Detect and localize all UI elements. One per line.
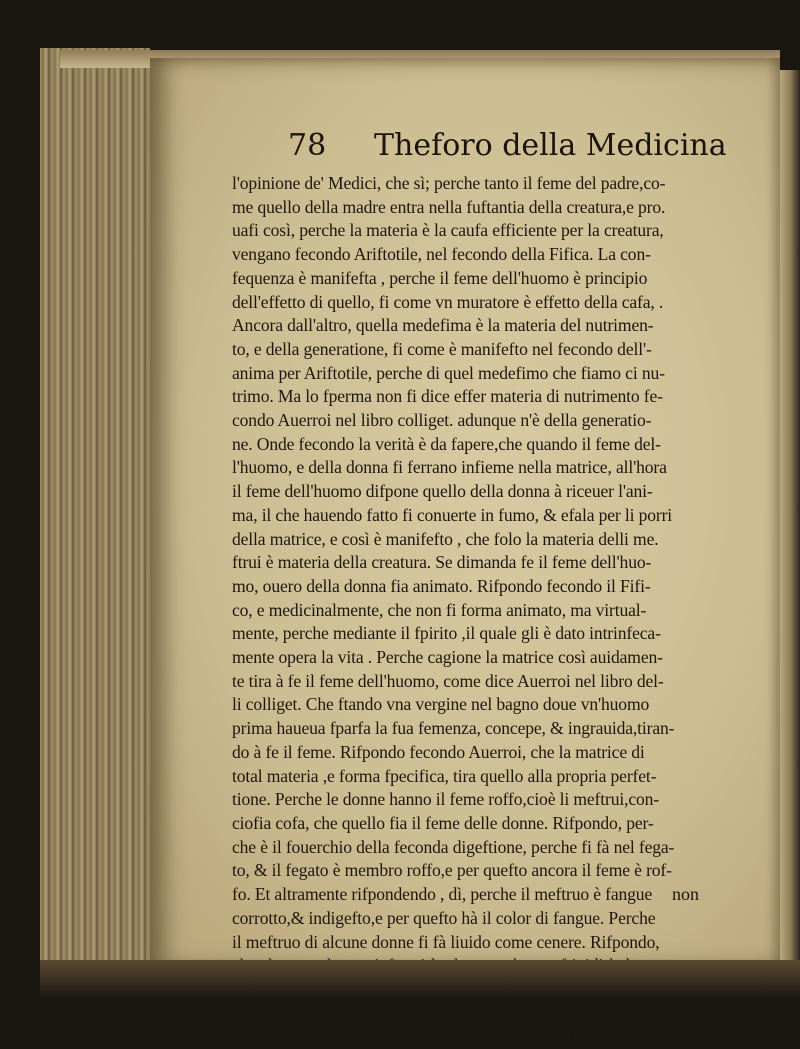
text-line: Ancora dall'altro, quella medefima è la materia del nutrimen-: [232, 315, 654, 336]
text-line: ma, il che hauendo fatto fi conuerte in fumo, & efala per li porri: [232, 504, 673, 525]
text-line: tione. Perche le donne hanno il feme roffo,cioè li meftrui,con-: [232, 789, 659, 810]
page-header: [288, 128, 727, 168]
text-line: dell'effetto di quello, fi come vn muratore è effetto della cafa, .: [232, 291, 664, 312]
text-line: mente opera la vita . Perche cagione la matrice così auidamen-: [232, 647, 663, 668]
catchword: non: [672, 884, 699, 904]
text-line: della matrice, e così è manifefto , che folo la materia delli me.: [232, 528, 659, 549]
text-line: corrotto,& indigefto,e per quefto hà il color di fangue. Perche: [232, 907, 656, 928]
text-line: co, e medicinalmente, che non fi forma animato, ma virtual-: [232, 599, 647, 620]
text-line: ftrui è materia della creatura. Se dimanda fe il feme dell'huo-: [232, 552, 652, 573]
book-page-edges: [40, 48, 150, 978]
body-text: [232, 172, 780, 1049]
text-line: uafi così, perche la materia è la caufa efficiente per la creatura,: [232, 220, 664, 241]
text-line: to, & il fegato è membro roffo,e per quefto ancora il feme è rof-: [232, 860, 672, 881]
text-line: l'huomo, e della donna fi ferrano infieme nella matrice, all'hora: [232, 457, 667, 478]
text-line: anima per Ariftotile, perche di quel medefimo che fiamo ci nu-: [232, 362, 665, 383]
text-line: to, e della generatione, fi come è manifefto nel fecondo dell'-: [232, 338, 652, 359]
running-title: Theforo della Medicina: [374, 128, 727, 163]
text-line: li colliget. Che ftando vna vergine nel bagno doue vn'huomo: [232, 694, 650, 715]
bottom-shadow: [40, 960, 800, 1024]
text-line: il feme dell'huomo difpone quello della donna à riceuer l'ani-: [232, 481, 653, 502]
text-line: ciofia cofa, che quello fia il feme delle donne. Rifpondo, per-: [232, 812, 654, 833]
text-line: me quello della madre entra nella fuftantia della creatura,e pro.: [232, 196, 666, 217]
text-line: condo Auerroi nel libro colliget. adunque n'è della generatio-: [232, 410, 652, 431]
text-line: vengano fecondo Ariftotile, nel fecondo della Fifica. La con-: [232, 244, 651, 265]
text-line: te tira à fe il feme dell'huomo, come dice Auerroi nel libro del-: [232, 670, 664, 691]
text-line: ne. Onde fecondo la verità è da fapere,che quando il feme del-: [232, 433, 661, 454]
text-line: lofofi, perche fono frigide le donne à rifpetto dell'huomo,e così: [232, 1026, 666, 1047]
text-line: mente, perche mediante il fpirito ,il quale gli è dato intrinfeca-: [232, 623, 661, 644]
text-line: fequenza è manifefta , perche il feme dell'huomo è principio: [232, 267, 648, 288]
text-line: il meftruo di alcune donne fi fà liuido come cenere. Rifpondo,: [232, 931, 660, 952]
text-line: l'opinione de' Medici, che sì; perche tanto il feme del padre,co-: [232, 173, 666, 193]
text-line: trimo. Ma lo fperma non fi dice effer materia di nutrimento fe-: [232, 386, 663, 407]
text-line: total materia ,e forma fpecifica, tira quello alla propria perfet-: [232, 765, 657, 786]
text-line: fo. Et altramente rifpondendo , dì, perche il meftruo è fangue: [232, 884, 653, 905]
text-line: mo, ouero della donna fia animato. Rifpondo fecondo il Fifi-: [232, 575, 651, 596]
text-line: prima haueua fparfa la fua femenza, concepe, & ingrauida,tiran-: [232, 718, 675, 739]
page-number: 78: [288, 128, 327, 163]
text-line: che è il fouerchio della feconda digeftione, perche fi fà nel fega-: [232, 836, 675, 857]
text-line: do à fe il feme. Rifpondo fecondo Auerroi, che la matrice di: [232, 741, 645, 762]
